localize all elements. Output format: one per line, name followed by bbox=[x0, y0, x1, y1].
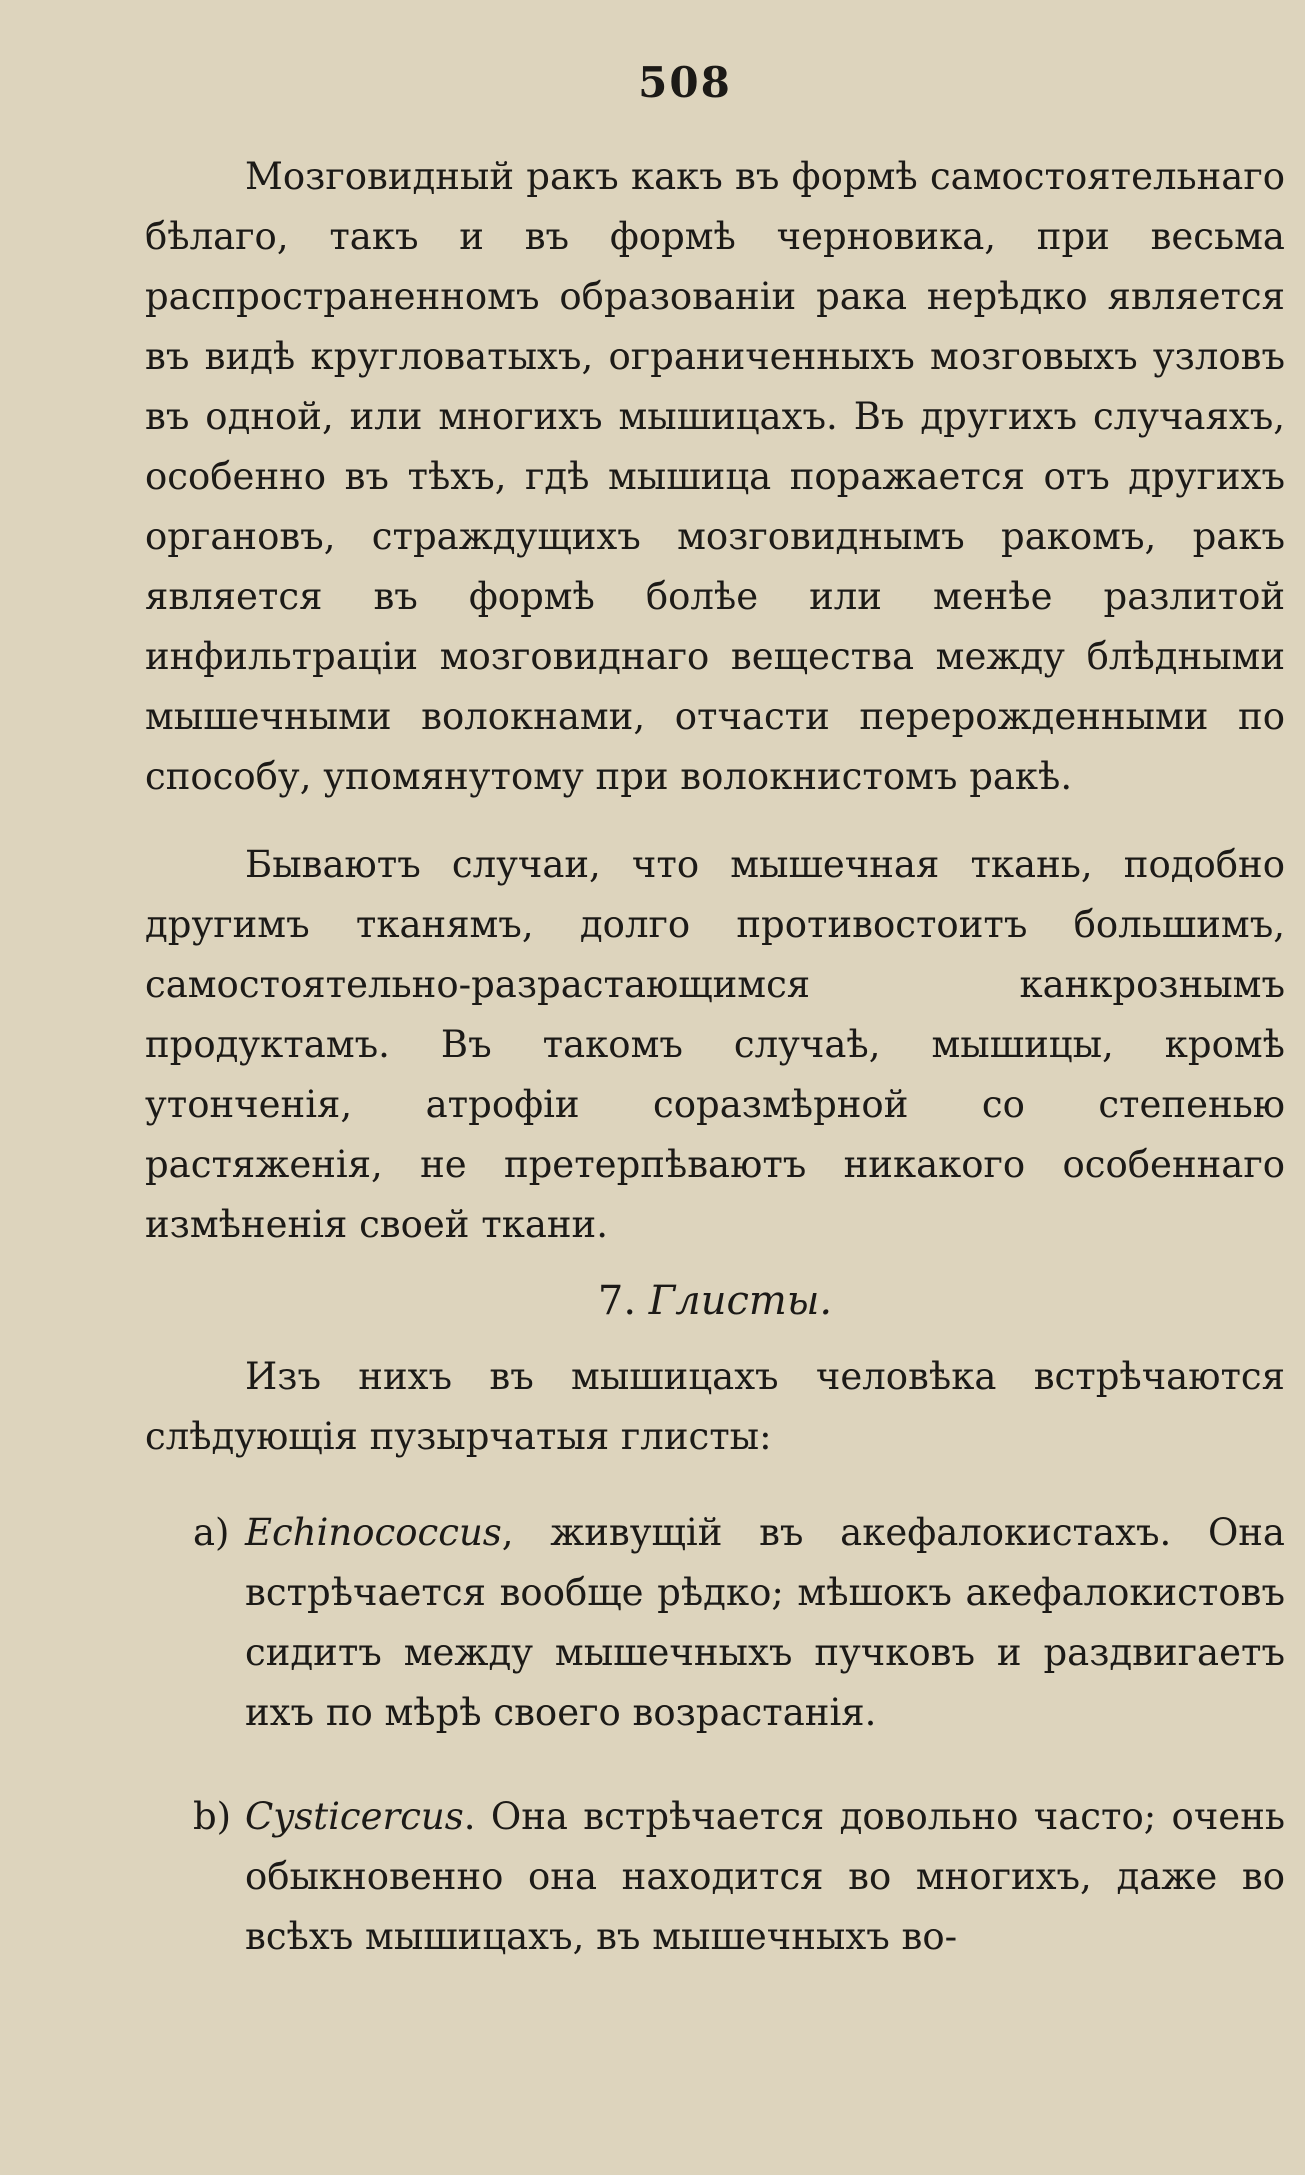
page-number: 508 bbox=[638, 58, 732, 107]
section-intro-text: Изъ нихъ въ мышицахъ человѣка встрѣчаются слѣдующія пузырчатыя глисты: bbox=[145, 1355, 1285, 1458]
paragraph-2 bbox=[145, 835, 1285, 1255]
list-item-marker: b) bbox=[193, 1795, 232, 1838]
paragraph-1-text: Мозговидный ракъ какъ въ формѣ самостоятельнаго бѣлаго, такъ и въ формѣ черновика, при весьма распространенномъ образованіи рака нерѣдко является въ видѣ кругловатыхъ, ограниченныхъ мозговыхъ узловъ въ одной, или многихъ мышицахъ. Въ другихъ случаяхъ, особенно въ тѣхъ, гдѣ мышица поражается отъ другихъ органовъ, страждущихъ мозговиднымъ ракомъ, ракъ является въ формѣ болѣе или менѣе разлитой инфильтраціи мозговиднаго вещества между блѣдными мышечными волокнами, отчасти перерожденными по способу, упомянутому при волокнистомъ ракѣ. bbox=[145, 155, 1285, 798]
section-title: Глисты. bbox=[648, 1278, 833, 1324]
paragraph-gap bbox=[145, 1751, 1285, 1779]
section-number: 7. bbox=[597, 1278, 637, 1324]
list-item-latin-name: Echinococcus bbox=[245, 1511, 502, 1554]
list-item-b bbox=[145, 1787, 1285, 1967]
paragraph-2-text: Бываютъ случаи, что мышечная ткань, подобно другимъ тканямъ, долго противостоитъ большимъ, самостоятельно-разрастающимся канкрознымъ продуктамъ. Въ такомъ случаѣ, мышицы, кромѣ утонченія, атрофіи соразмѣрной со степенью растяженія, не претерпѣваютъ никакого особеннаго измѣненія своей ткани. bbox=[145, 843, 1285, 1246]
list-item-marker: a) bbox=[193, 1511, 230, 1554]
section-heading bbox=[145, 1271, 1285, 1331]
list-item-latin-name: Cysticercus bbox=[245, 1795, 464, 1838]
list-item-text: . Она встрѣчается довольно часто; очень обыкновенно она находится во многихъ, даже во всѣхъ мышицахъ, въ мышечныхъ во- bbox=[245, 1795, 1285, 1958]
paragraph-gap bbox=[145, 807, 1285, 835]
section-intro bbox=[145, 1347, 1285, 1467]
paragraph-gap bbox=[145, 1467, 1285, 1495]
list-item-text: , живущій въ акефалокистахъ. Она встрѣчается вообще рѣдко; мѣшокъ акефалокистовъ сидитъ между мышечныхъ пучковъ и раздвигаетъ ихъ по мѣрѣ своего возрастанія. bbox=[245, 1511, 1285, 1734]
paragraph-1 bbox=[145, 147, 1285, 807]
list-item-a bbox=[145, 1503, 1285, 1743]
